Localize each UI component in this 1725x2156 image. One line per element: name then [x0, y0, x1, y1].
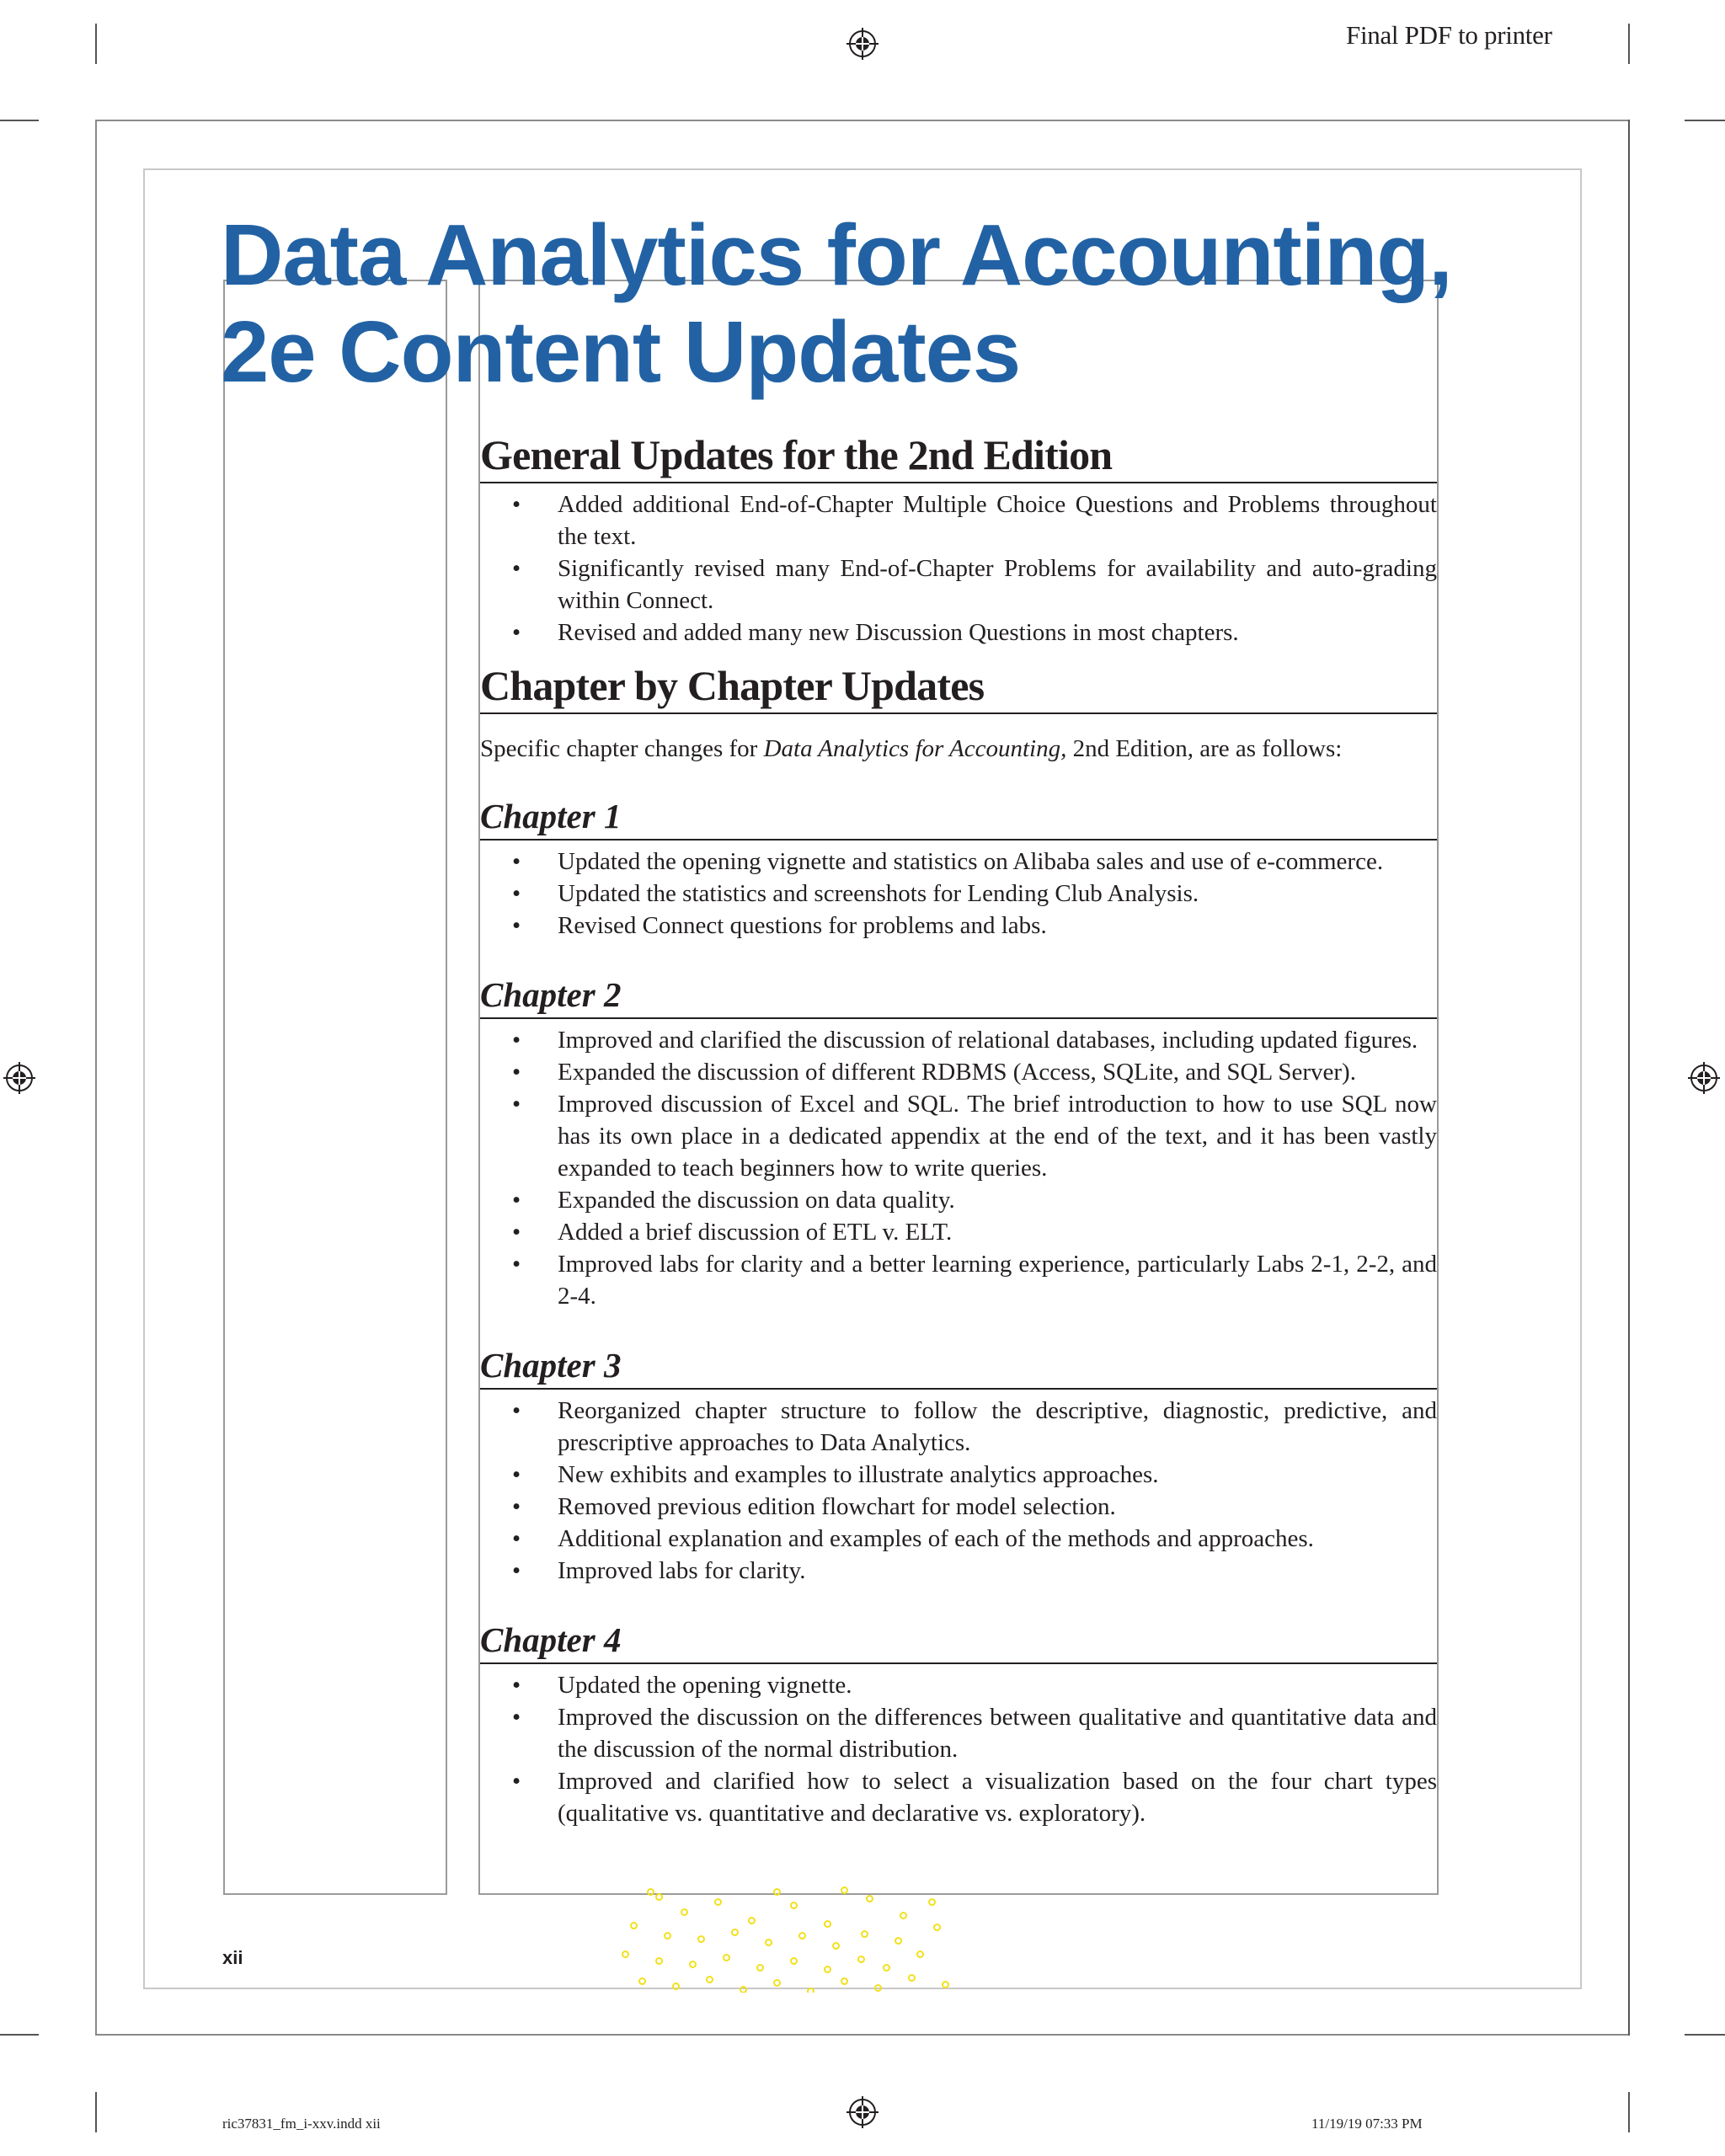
chapter-section [480, 974, 1437, 1312]
list-item [480, 878, 1437, 910]
list-item [480, 1395, 1437, 1459]
dot-decoration [706, 1976, 713, 1983]
dot-decoration [740, 1986, 747, 1993]
general-updates-list [480, 488, 1437, 648]
title-line-1: Data Analytics for Accounting, [221, 206, 1452, 303]
dot-decoration [824, 1920, 831, 1928]
bullet-icon: • [512, 1091, 521, 1118]
bullet-icon: • [512, 1768, 521, 1795]
crop-mark [1628, 24, 1630, 64]
page-number: xii [222, 1947, 243, 1968]
bullet-icon: • [512, 1219, 521, 1246]
slug-date: 11/19/19 07:33 PM [1311, 2116, 1423, 2132]
chapter-updates-intro [480, 733, 1437, 765]
crop-mark [0, 120, 39, 121]
dot-decoration [841, 1977, 848, 1985]
dot-decoration [681, 1908, 688, 1916]
registration-mark-icon [3, 1062, 35, 1094]
chapter-section [480, 795, 1437, 942]
dot-decoration [861, 1930, 868, 1938]
list-item [480, 1459, 1437, 1491]
dot-decoration [908, 1974, 916, 1982]
crop-mark [1628, 2092, 1630, 2132]
dot-decoration [723, 1954, 730, 1961]
bleed-line [1628, 120, 1630, 2036]
registration-mark-icon [846, 28, 879, 60]
bullet-icon: • [512, 619, 521, 646]
chapter-updates-list [480, 846, 1437, 942]
list-item [480, 616, 1437, 648]
list-item [480, 1248, 1437, 1312]
chapter-updates-heading: Chapter by Chapter Updates [480, 660, 1437, 714]
dot-decoration [689, 1961, 697, 1968]
dot-decoration [655, 1893, 663, 1901]
crop-mark [1685, 2034, 1725, 2036]
intro-book-title: Data Analytics for Accounting, [763, 735, 1067, 762]
bullet-icon: • [512, 1397, 521, 1424]
list-item [480, 1184, 1437, 1216]
dot-decoration [638, 1977, 646, 1985]
general-updates-heading: General Updates for the 2nd Edition [480, 430, 1437, 483]
bullet-icon: • [512, 555, 521, 582]
chapter-heading: Chapter 1 [480, 795, 1437, 841]
bullet-icon: • [512, 880, 521, 907]
list-item [480, 488, 1437, 552]
bullet-icon: • [512, 1493, 521, 1520]
dot-decoration [697, 1935, 705, 1943]
bullet-icon: • [512, 1187, 521, 1214]
dot-decoration [622, 1951, 629, 1958]
list-item [480, 1216, 1437, 1248]
dot-decoration [824, 1966, 831, 1973]
intro-text: 2nd Edition, are as follows: [1066, 735, 1343, 762]
list-item [480, 1765, 1437, 1829]
dot-decoration [714, 1898, 722, 1906]
dot-decoration [630, 1922, 638, 1929]
dot-decoration [647, 1888, 654, 1896]
dot-decoration [895, 1937, 902, 1945]
list-item-text: Added a brief discussion of ETL v. ELT. [558, 1219, 953, 1246]
dot-decoration [832, 1942, 840, 1950]
list-item-text: Updated the opening vignette and statistics on Alibaba sales and use of e-commerce. [558, 848, 1384, 875]
crop-mark [95, 2092, 97, 2132]
bullet-icon: • [512, 1251, 521, 1278]
chapter-heading: Chapter 4 [480, 1619, 1437, 1664]
chapter-heading: Chapter 2 [480, 974, 1437, 1019]
dot-decoration [807, 1988, 814, 1993]
printer-note: Final PDF to printer [1346, 20, 1552, 50]
chapter-updates-list [480, 1024, 1437, 1312]
dot-decoration [874, 1984, 882, 1992]
dot-decoration [664, 1932, 671, 1940]
bullet-icon: • [512, 1672, 521, 1699]
bullet-icon: • [512, 1461, 521, 1488]
list-item [480, 1491, 1437, 1523]
dot-decoration [798, 1932, 806, 1940]
dot-decoration [928, 1898, 936, 1906]
dot-decoration [942, 1981, 949, 1988]
chapter-updates-list [480, 1395, 1437, 1587]
list-item-text: Revised and added many new Discussion Questions in most chapters. [558, 619, 1239, 646]
list-item [480, 1555, 1437, 1587]
list-item [480, 1523, 1437, 1555]
list-item-text: Added additional End-of-Chapter Multiple Choice Questions and Problems throughout the text. [558, 491, 1437, 550]
bullet-icon: • [512, 1059, 521, 1086]
list-item-text: Additional explanation and examples of each of the methods and approaches. [558, 1525, 1314, 1552]
decorative-dots [615, 1883, 1120, 1993]
list-item [480, 1088, 1437, 1184]
chapter-heading: Chapter 3 [480, 1344, 1437, 1390]
bullet-icon: • [512, 1557, 521, 1584]
list-item-text: Improved the discussion on the differences between qualitative and quantitative data and the discussion of the normal distribution. [558, 1704, 1437, 1763]
bullet-icon: • [512, 1525, 521, 1552]
registration-mark-icon [846, 2096, 879, 2128]
dot-decoration [790, 1902, 798, 1909]
dot-decoration [900, 1912, 907, 1919]
dot-decoration [672, 1983, 680, 1990]
slug-filename: ric37831_fm_i-xxv.indd xii [222, 2116, 381, 2132]
dot-decoration [866, 1895, 873, 1903]
title-line-2: 2e Content Updates [221, 303, 1021, 400]
list-item-text: Improved labs for clarity. [558, 1557, 806, 1584]
list-item [480, 552, 1437, 616]
list-item [480, 846, 1437, 878]
chapter-section [480, 1619, 1437, 1829]
list-item [480, 1024, 1437, 1056]
list-item-text: Expanded the discussion of different RDBMS (Access, SQLite, and SQL Server). [558, 1059, 1356, 1086]
crop-mark [1685, 120, 1725, 121]
dot-decoration [773, 1979, 781, 1987]
sidebar-frame [223, 280, 447, 1895]
dot-decoration [748, 1917, 756, 1924]
dot-decoration [841, 1886, 848, 1894]
page-title [221, 206, 1452, 400]
list-item [480, 1701, 1437, 1765]
list-item-text: Revised Connect questions for problems and labs. [558, 912, 1047, 939]
list-item-text: Removed previous edition flowchart for model selection. [558, 1493, 1116, 1520]
dot-decoration [883, 1964, 890, 1972]
dot-decoration [933, 1924, 941, 1931]
dot-decoration [655, 1957, 663, 1965]
list-item-text: Expanded the discussion on data quality. [558, 1187, 955, 1214]
bullet-icon: • [512, 912, 521, 939]
intro-text: Specific chapter changes for [480, 735, 764, 762]
list-item [480, 1669, 1437, 1701]
list-item-text: Improved discussion of Excel and SQL. The brief introduction to how to use SQL now has its own place in a dedicated appendix at the end of the text, and it has been vastly expanded to teach beginners how to write queries. [558, 1091, 1437, 1182]
dot-decoration [790, 1957, 798, 1965]
dot-decoration [916, 1951, 924, 1958]
dot-decoration [765, 1939, 772, 1946]
list-item-text: Reorganized chapter structure to follow the descriptive, diagnostic, predictive, and prescriptive approaches to Data Analytics. [558, 1397, 1437, 1456]
chapter-sections [480, 795, 1437, 1829]
dot-decoration [857, 1956, 865, 1963]
bullet-icon: • [512, 1704, 521, 1731]
list-item-text: Significantly revised many End-of-Chapter Problems for availability and auto-grading within Connect. [558, 555, 1437, 614]
list-item-text: Updated the opening vignette. [558, 1672, 852, 1699]
bullet-icon: • [512, 848, 521, 875]
list-item [480, 910, 1437, 942]
registration-mark-icon [1688, 1062, 1720, 1094]
crop-mark [0, 2034, 39, 2036]
dot-decoration [756, 1964, 764, 1972]
list-item-text: New exhibits and examples to illustrate analytics approaches. [558, 1461, 1159, 1488]
list-item-text: Improved and clarified the discussion of relational databases, including updated figures. [558, 1027, 1418, 1054]
list-item-text: Improved and clarified how to select a visualization based on the four chart types (qualitative vs. quantitative and declarative vs. exploratory). [558, 1768, 1437, 1827]
bullet-icon: • [512, 491, 521, 518]
dot-decoration [731, 1929, 739, 1936]
chapter-updates-list [480, 1669, 1437, 1829]
chapter-section [480, 1344, 1437, 1587]
bullet-icon: • [512, 1027, 521, 1054]
list-item-text: Improved labs for clarity and a better learning experience, particularly Labs 2-1, 2-2, and 2-4. [558, 1251, 1437, 1310]
dot-decoration [773, 1888, 781, 1896]
content-column [480, 430, 1437, 1829]
list-item [480, 1056, 1437, 1088]
crop-mark [95, 24, 97, 64]
list-item-text: Updated the statistics and screenshots for Lending Club Analysis. [558, 880, 1199, 907]
